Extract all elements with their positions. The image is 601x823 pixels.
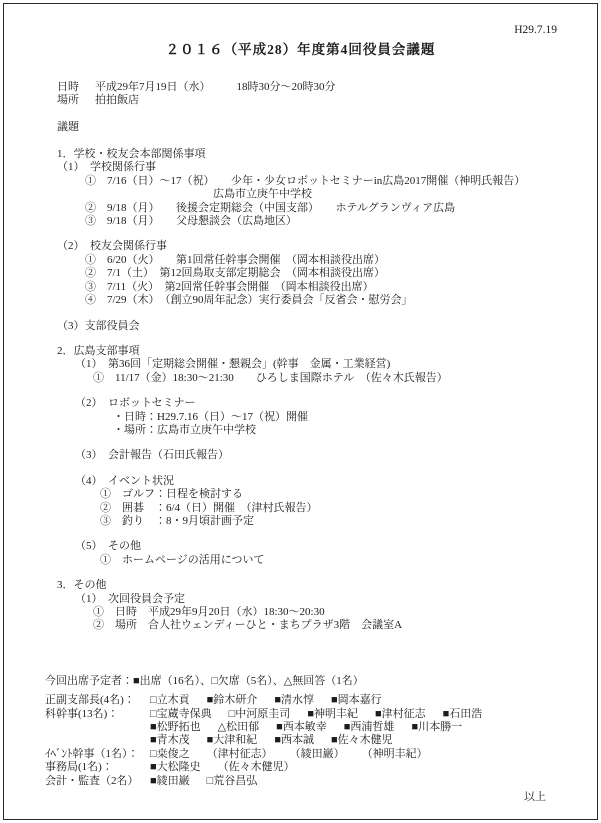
datetime-row (57, 81, 601, 94)
agenda-line: 2．広島支部事項 (57, 344, 140, 357)
closing-note: 以上 (524, 791, 546, 804)
attendee-name: ■西本敏幸 (276, 721, 327, 734)
attendee-name: ■川本勝一 (411, 721, 463, 734)
agenda-heading: 議題 (57, 120, 79, 133)
attendance-rows (45, 694, 601, 788)
agenda-line: ② 7/1（土） 第12回鳥取支部定期総会 （岡本相談役出席） (85, 267, 386, 280)
agenda-line: 1．学校・校友会本部関係事項 (57, 148, 206, 161)
attendance-name-list (150, 761, 312, 774)
attendee-name: □立木貢 (150, 694, 190, 707)
agenda-body (0, 148, 601, 633)
attendee-name: ■佐々木健児 (330, 734, 393, 747)
attendee-name: ■清水惇 (274, 694, 314, 707)
datetime-time: 18時30分～20時30分 (236, 80, 336, 93)
attendance-name-list (150, 694, 399, 707)
attendee-name: ■松野拓也 (150, 721, 201, 734)
attendance-role-label: 会計・監査（2名） (45, 774, 139, 787)
agenda-line: （3） 会計報告（石田氏報告） (75, 449, 229, 462)
attendance-summary: 今回出席予定者：■出席（16名）、□欠席（5名）、△無回答（1名） (45, 674, 364, 687)
attendance-block (45, 675, 601, 788)
attendee-name: （津村征志） (206, 747, 273, 760)
attendance-name-list (150, 748, 445, 761)
agenda-line: ③ 釣り ：8・9月頃計画予定 (100, 514, 254, 527)
attendance-name-list (150, 708, 499, 721)
page-title: ２０１６（平成28）年度第4回役員会議題 (165, 42, 436, 58)
attendee-name: ■西本誠 (274, 734, 314, 747)
agenda-line: ① 6/20（火） 第1回常任幹事会開催 （岡本相談役出席） (85, 253, 386, 266)
attendance-row (45, 721, 601, 734)
attendee-name: ■綾田巌 (150, 774, 190, 787)
attendee-name: ■石田浩 (442, 707, 483, 720)
attendance-name-list (150, 721, 479, 734)
agenda-line: ① 7/16（日）～17（祝） 少年・少女ロボットセミナーin広島2017開催（神明氏報告） (85, 174, 526, 187)
agenda-line: （3）支部役員会 (57, 319, 140, 332)
agenda-line: ④ 7/29（木） （創立90周年記念）実行委員会「反省会・慰労会」 (85, 294, 413, 307)
place-row (57, 94, 601, 107)
attendee-name: ■鈴木研介 (206, 694, 258, 707)
attendance-row (45, 694, 601, 707)
attendee-name: △松田郁 (217, 721, 260, 734)
attendance-name-list (150, 775, 274, 788)
header-date: H29.7.19 (514, 24, 557, 36)
attendance-row (45, 761, 601, 774)
agenda-line: （2） 校友会関係行事 (57, 240, 167, 253)
place-value: 拍拍飯店 (95, 94, 139, 107)
attendee-name: ■神明丰紀 (307, 707, 358, 720)
attendance-role-label: 科幹事(13名)： (45, 707, 119, 720)
agenda-line: ② 場所 合人社ウェンディーひと・まちプラザ3階 会議室A (93, 619, 403, 632)
place-label: 場所 (57, 94, 79, 107)
attendance-row (45, 775, 601, 788)
agenda-line: （5） その他 (75, 540, 141, 553)
agenda-line: ② 9/18（月） 後援会定期総会（中国支部） ホテルグランヴィア広島 (85, 201, 456, 214)
agenda-line: ③ 7/11（火） 第2回常任幹事会開催 （岡本相談役出席） (85, 280, 374, 293)
attendee-name: （綾田巌） (289, 747, 345, 760)
attendee-name: □桒俊之 (150, 747, 190, 760)
attendee-name: （佐々木健児） (217, 761, 295, 774)
attendee-name: □中河原圭司 (228, 707, 291, 720)
datetime-label: 日時 (57, 80, 79, 93)
datetime-value: 平成29年7月19日（水） (95, 80, 211, 93)
attendance-row (45, 708, 601, 721)
agenda-line: 広島市立庚午中学校 (213, 188, 312, 201)
attendee-name: □荒谷昌弘 (206, 774, 258, 787)
attendance-role-label: ｲﾍﾞﾝﾄ幹事（1名）： (45, 747, 139, 760)
agenda-line: ② 囲碁 ：6/4（日）開催 （津村氏報告） (100, 501, 318, 514)
agenda-line: 3．その他 (57, 579, 107, 592)
meta-block (57, 81, 601, 108)
attendee-name: ■津村征志 (374, 707, 426, 720)
attendee-name: ■大津和紀 (206, 734, 258, 747)
attendee-name: （神明丰紀） (361, 747, 428, 760)
attendance-row (45, 748, 601, 761)
attendee-name: □宝蔵寺保典 (150, 707, 212, 720)
attendee-name: ■青木茂 (150, 734, 190, 747)
attendance-role-label: 事務局(1名)： (45, 761, 113, 774)
attendance-name-list (150, 734, 410, 747)
agenda-line: ① 日時 平成29年9月20日（水）18:30～20:30 (93, 606, 325, 618)
agenda-line: ① ゴルフ：日程を検討する (100, 488, 243, 501)
agenda-line: （1） 学校関係行事 (57, 161, 156, 174)
attendance-role-label: 正副支部長(4名)： (45, 694, 135, 707)
agenda-line: ① ホームページの活用について (100, 553, 265, 566)
agenda-line: ・場所：広島市立庚午中学校 (113, 423, 256, 436)
agenda-line: （1） 第36回「定期総会開催・懇親会」(幹事 金属・工業経営) (75, 358, 391, 371)
agenda-line: ① 11/17（金）18:30～21:30 ひろしま国際ホテル （佐々木氏報告） (93, 371, 448, 384)
agenda-line: ③ 9/18（月） 父母懇談会（広島地区） (85, 215, 298, 228)
agenda-line: ・日時：H29.7.16（日）～17（祝）開催 (113, 410, 308, 423)
agenda-line: （2） ロボットセミナー (75, 397, 196, 410)
attendee-name: ■西浦哲雄 (343, 721, 395, 734)
attendee-name: ■大松隆史 (150, 761, 201, 774)
agenda-line: （4） イベント状況 (75, 474, 174, 487)
attendee-name: ■岡本嘉行 (330, 694, 382, 707)
agenda-line: （1） 次回役員会予定 (75, 592, 185, 605)
attendance-row (45, 734, 601, 747)
